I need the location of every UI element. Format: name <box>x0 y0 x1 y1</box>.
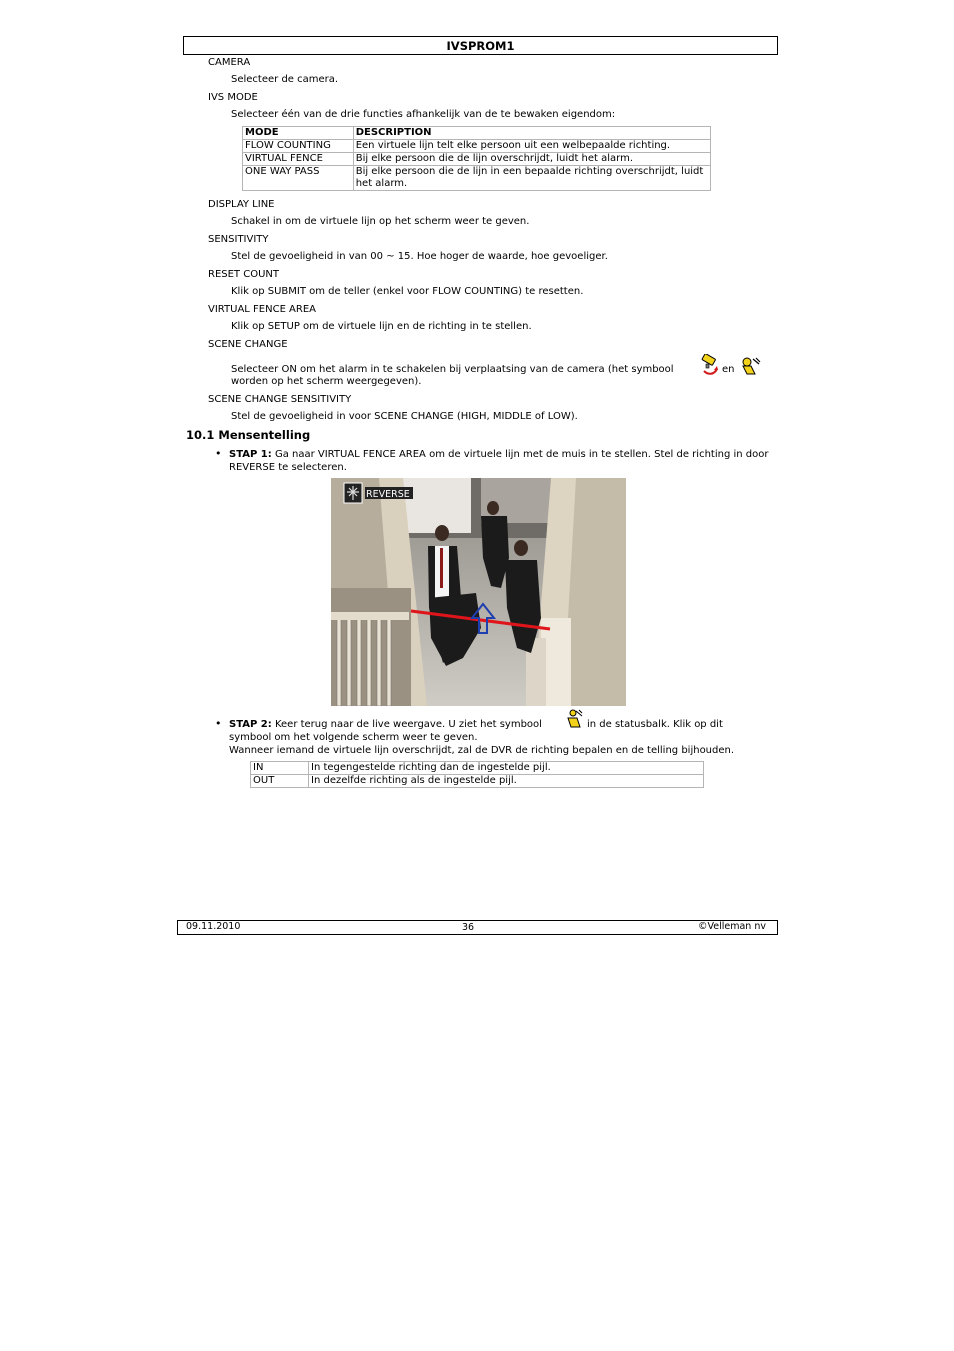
reverse-label: REVERSE <box>366 489 410 500</box>
term-sensitivity: SENSITIVITY <box>208 234 269 245</box>
term-ivs-mode: IVS MODE <box>208 92 258 103</box>
term-virtual-fence-area: VIRTUAL FENCE AREA <box>208 304 317 315</box>
description-cell: Bij elke persoon die de lijn overschrijdt, luidt het alarm. <box>353 153 710 166</box>
step1-paragraph <box>229 448 769 474</box>
term-reset-count: RESET COUNT <box>208 269 279 280</box>
desc-scene-change-en: en <box>722 364 735 375</box>
desc-reset-count: Klik op SUBMIT om de teller (enkel voor FLOW COUNTING) te resetten. <box>231 286 584 297</box>
bullet-icon: • <box>215 717 222 730</box>
description-cell: Een virtuele lijn telt elke persoon uit een welbepaalde richting. <box>353 140 710 153</box>
section-heading: 10.1 Mensentelling <box>186 428 311 442</box>
table-row <box>243 140 711 153</box>
mode-cell: ONE WAY PASS <box>243 166 354 191</box>
footer-copyright: ©Velleman nv <box>698 921 766 932</box>
step2-text-b-start <box>587 718 757 735</box>
desc-ivs-mode: Selecteer één van de drie functies afhankelijk van de te bewaken eigendom: <box>231 109 616 120</box>
header-description: DESCRIPTION <box>353 127 710 140</box>
desc-scene-change-sensitivity: Stel de gevoeligheid in voor SCENE CHANGE (HIGH, MIDDLE of LOW). <box>231 411 578 422</box>
table-row <box>243 166 711 191</box>
step2-line2: symbool om het volgende scherm weer te geven. <box>229 732 478 743</box>
page-header <box>183 36 778 55</box>
document-title: IVSPROM1 <box>446 39 515 53</box>
step2-label: STAP 2: <box>229 719 272 730</box>
term-scene-change: SCENE CHANGE <box>208 339 288 350</box>
desc-camera: Selecteer de camera. <box>231 74 339 85</box>
mode-cell: VIRTUAL FENCE <box>243 153 354 166</box>
step1-label: STAP 1: <box>229 449 272 460</box>
desc-scene-change-line2: worden op het scherm weergegeven). <box>231 376 422 387</box>
scene-change-camera-icon <box>700 354 720 376</box>
camera-view-image <box>331 478 626 706</box>
desc-virtual-fence-area: Klik op SETUP om de virtuele lijn en de richting in te stellen. <box>231 321 532 332</box>
people-counting-icon <box>565 709 583 729</box>
step2-line3: Wanneer iemand de virtuele lijn overschrijdt, zal de DVR de richting bepalen en de telling bijhouden. <box>229 745 735 756</box>
table-row <box>251 762 704 775</box>
desc-scene-change-line1: Selecteer ON om het alarm in te schakelen bij verplaatsing van de camera (het symbool <box>231 364 674 375</box>
step2-line1 <box>229 718 542 731</box>
step2-text-a: Keer terug naar de live weergave. U ziet het symbool <box>274 719 542 730</box>
direction-description-cell: In tegengestelde richting dan de ingestelde pijl. <box>309 762 704 775</box>
step1-text: Ga naar VIRTUAL FENCE AREA om de virtuele lijn met de muis in te stellen. Stel de richting in door REVERSE te selecteren. <box>229 449 769 473</box>
table-row <box>243 153 711 166</box>
step2-text-b: in de statusbalk. Klik op dit <box>587 719 723 730</box>
table-row <box>251 775 704 788</box>
description-cell: Bij elke persoon die de lijn in een bepaalde richting overschrijdt, luidt het alarm. <box>353 166 710 191</box>
scene-change-alert-icon <box>739 356 761 376</box>
bullet-icon: • <box>215 447 222 460</box>
footer-date: 09.11.2010 <box>186 921 241 932</box>
term-camera: CAMERA <box>208 57 251 68</box>
header-mode: MODE <box>243 127 354 140</box>
term-display-line: DISPLAY LINE <box>208 199 275 210</box>
desc-display-line: Schakel in om de virtuele lijn op het scherm weer te geven. <box>231 216 530 227</box>
footer-page-number: 36 <box>462 922 475 933</box>
table-header-row <box>243 127 711 140</box>
term-scene-change-sensitivity: SCENE CHANGE SENSITIVITY <box>208 394 352 405</box>
direction-description-cell: In dezelfde richting als de ingestelde pijl. <box>309 775 704 788</box>
direction-cell: IN <box>251 762 309 775</box>
direction-table <box>250 761 704 788</box>
mode-cell: FLOW COUNTING <box>243 140 354 153</box>
page-footer <box>177 920 778 935</box>
direction-cell: OUT <box>251 775 309 788</box>
ivs-mode-table <box>242 126 711 191</box>
desc-sensitivity: Stel de gevoeligheid in van 00 ~ 15. Hoe hoger de waarde, hoe gevoeliger. <box>231 251 608 262</box>
